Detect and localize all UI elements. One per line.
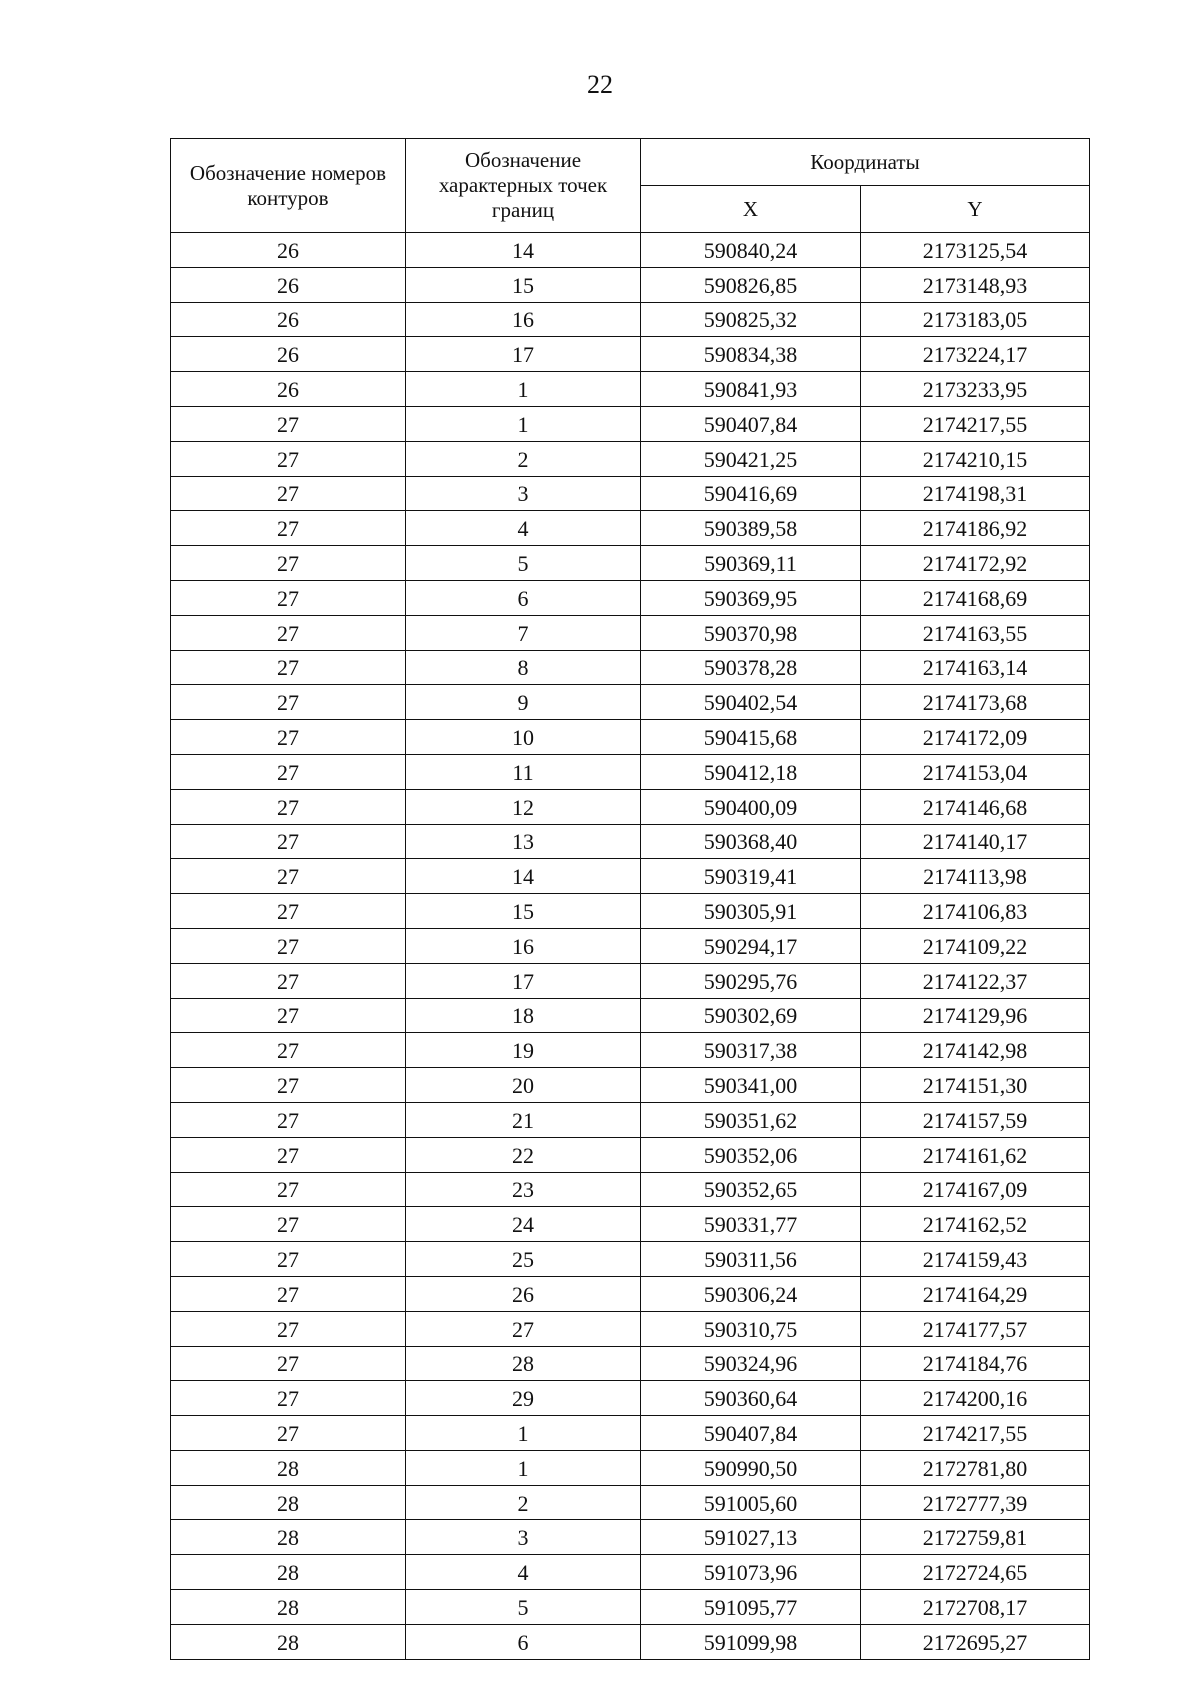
table-row bbox=[171, 1102, 1090, 1137]
cell-y: 2174167,09 bbox=[861, 1172, 1090, 1207]
table-row bbox=[171, 894, 1090, 929]
cell-x: 590378,28 bbox=[641, 650, 861, 685]
cell-contour: 27 bbox=[171, 1033, 406, 1068]
table-row bbox=[171, 720, 1090, 755]
cell-point: 15 bbox=[406, 267, 641, 302]
cell-point: 9 bbox=[406, 685, 641, 720]
cell-point: 4 bbox=[406, 511, 641, 546]
cell-y: 2172724,65 bbox=[861, 1555, 1090, 1590]
cell-y: 2174142,98 bbox=[861, 1033, 1090, 1068]
cell-contour: 27 bbox=[171, 720, 406, 755]
cell-contour: 27 bbox=[171, 1242, 406, 1277]
cell-x: 590305,91 bbox=[641, 894, 861, 929]
table-row bbox=[171, 511, 1090, 546]
cell-point: 12 bbox=[406, 789, 641, 824]
cell-contour: 28 bbox=[171, 1555, 406, 1590]
cell-y: 2174151,30 bbox=[861, 1068, 1090, 1103]
cell-y: 2174172,92 bbox=[861, 546, 1090, 581]
header-point: Обозначение характерных точек границ bbox=[406, 139, 641, 233]
cell-point: 16 bbox=[406, 302, 641, 337]
cell-point: 1 bbox=[406, 372, 641, 407]
cell-contour: 26 bbox=[171, 267, 406, 302]
cell-x: 590306,24 bbox=[641, 1276, 861, 1311]
cell-contour: 27 bbox=[171, 963, 406, 998]
cell-contour: 26 bbox=[171, 233, 406, 268]
cell-x: 591099,98 bbox=[641, 1624, 861, 1659]
cell-contour: 27 bbox=[171, 650, 406, 685]
cell-x: 591073,96 bbox=[641, 1555, 861, 1590]
cell-contour: 28 bbox=[171, 1624, 406, 1659]
cell-y: 2174164,29 bbox=[861, 1276, 1090, 1311]
cell-contour: 27 bbox=[171, 1381, 406, 1416]
cell-contour: 27 bbox=[171, 476, 406, 511]
cell-y: 2173183,05 bbox=[861, 302, 1090, 337]
cell-y: 2174217,55 bbox=[861, 1416, 1090, 1451]
table-row bbox=[171, 1416, 1090, 1451]
cell-contour: 27 bbox=[171, 1207, 406, 1242]
cell-contour: 27 bbox=[171, 615, 406, 650]
cell-y: 2174106,83 bbox=[861, 894, 1090, 929]
cell-y: 2172759,81 bbox=[861, 1520, 1090, 1555]
table-row bbox=[171, 754, 1090, 789]
cell-contour: 27 bbox=[171, 1102, 406, 1137]
cell-x: 590840,24 bbox=[641, 233, 861, 268]
cell-x: 590402,54 bbox=[641, 685, 861, 720]
cell-x: 590302,69 bbox=[641, 998, 861, 1033]
cell-y: 2174186,92 bbox=[861, 511, 1090, 546]
cell-x: 590407,84 bbox=[641, 1416, 861, 1451]
cell-point: 26 bbox=[406, 1276, 641, 1311]
cell-y: 2174140,17 bbox=[861, 824, 1090, 859]
table-row bbox=[171, 1172, 1090, 1207]
cell-point: 17 bbox=[406, 337, 641, 372]
cell-contour: 27 bbox=[171, 754, 406, 789]
table-row bbox=[171, 1346, 1090, 1381]
cell-y: 2174200,16 bbox=[861, 1381, 1090, 1416]
table-row bbox=[171, 337, 1090, 372]
cell-point: 10 bbox=[406, 720, 641, 755]
cell-x: 590416,69 bbox=[641, 476, 861, 511]
cell-y: 2174217,55 bbox=[861, 406, 1090, 441]
cell-x: 591005,60 bbox=[641, 1485, 861, 1520]
header-x: X bbox=[641, 186, 861, 233]
cell-x: 590400,09 bbox=[641, 789, 861, 824]
cell-point: 15 bbox=[406, 894, 641, 929]
cell-y: 2174161,62 bbox=[861, 1137, 1090, 1172]
table-row bbox=[171, 1485, 1090, 1520]
cell-point: 5 bbox=[406, 1590, 641, 1625]
cell-point: 7 bbox=[406, 615, 641, 650]
cell-contour: 27 bbox=[171, 511, 406, 546]
cell-y: 2173224,17 bbox=[861, 337, 1090, 372]
table-row bbox=[171, 1624, 1090, 1659]
table-row bbox=[171, 546, 1090, 581]
header-contour: Обозначение номеров контуров bbox=[171, 139, 406, 233]
cell-point: 14 bbox=[406, 859, 641, 894]
cell-contour: 28 bbox=[171, 1450, 406, 1485]
table-row bbox=[171, 1242, 1090, 1277]
table-row bbox=[171, 441, 1090, 476]
cell-contour: 27 bbox=[171, 1276, 406, 1311]
header-y: Y bbox=[861, 186, 1090, 233]
cell-y: 2174109,22 bbox=[861, 928, 1090, 963]
cell-point: 2 bbox=[406, 1485, 641, 1520]
table-row bbox=[171, 233, 1090, 268]
cell-point: 5 bbox=[406, 546, 641, 581]
table-row bbox=[171, 1450, 1090, 1485]
cell-point: 25 bbox=[406, 1242, 641, 1277]
cell-x: 591027,13 bbox=[641, 1520, 861, 1555]
cell-y: 2173125,54 bbox=[861, 233, 1090, 268]
table-row bbox=[171, 789, 1090, 824]
header-row-top bbox=[171, 139, 1090, 186]
table-row bbox=[171, 1520, 1090, 1555]
cell-x: 590294,17 bbox=[641, 928, 861, 963]
cell-x: 590841,93 bbox=[641, 372, 861, 407]
cell-point: 1 bbox=[406, 406, 641, 441]
table-row bbox=[171, 267, 1090, 302]
cell-point: 3 bbox=[406, 1520, 641, 1555]
table-row bbox=[171, 476, 1090, 511]
cell-x: 590319,41 bbox=[641, 859, 861, 894]
cell-contour: 26 bbox=[171, 337, 406, 372]
cell-point: 14 bbox=[406, 233, 641, 268]
cell-point: 18 bbox=[406, 998, 641, 1033]
cell-x: 590389,58 bbox=[641, 511, 861, 546]
cell-y: 2174122,37 bbox=[861, 963, 1090, 998]
cell-contour: 27 bbox=[171, 894, 406, 929]
cell-x: 590317,38 bbox=[641, 1033, 861, 1068]
cell-x: 590352,65 bbox=[641, 1172, 861, 1207]
cell-point: 4 bbox=[406, 1555, 641, 1590]
cell-contour: 26 bbox=[171, 372, 406, 407]
cell-x: 590421,25 bbox=[641, 441, 861, 476]
cell-contour: 27 bbox=[171, 441, 406, 476]
table-row bbox=[171, 372, 1090, 407]
cell-point: 19 bbox=[406, 1033, 641, 1068]
cell-y: 2174157,59 bbox=[861, 1102, 1090, 1137]
cell-point: 20 bbox=[406, 1068, 641, 1103]
cell-point: 27 bbox=[406, 1311, 641, 1346]
table-row bbox=[171, 1068, 1090, 1103]
cell-point: 1 bbox=[406, 1450, 641, 1485]
cell-x: 590369,11 bbox=[641, 546, 861, 581]
cell-point: 6 bbox=[406, 1624, 641, 1659]
cell-x: 590310,75 bbox=[641, 1311, 861, 1346]
coordinates-table bbox=[170, 138, 1090, 1660]
cell-point: 3 bbox=[406, 476, 641, 511]
header-coordinates: Координаты bbox=[641, 139, 1090, 186]
table-row bbox=[171, 1276, 1090, 1311]
cell-contour: 28 bbox=[171, 1520, 406, 1555]
table-row bbox=[171, 859, 1090, 894]
cell-contour: 28 bbox=[171, 1590, 406, 1625]
table-row bbox=[171, 1311, 1090, 1346]
cell-x: 590370,98 bbox=[641, 615, 861, 650]
cell-contour: 27 bbox=[171, 824, 406, 859]
cell-x: 590368,40 bbox=[641, 824, 861, 859]
cell-contour: 27 bbox=[171, 546, 406, 581]
cell-point: 16 bbox=[406, 928, 641, 963]
cell-x: 590324,96 bbox=[641, 1346, 861, 1381]
table-row bbox=[171, 615, 1090, 650]
cell-point: 2 bbox=[406, 441, 641, 476]
cell-x: 590412,18 bbox=[641, 754, 861, 789]
cell-y: 2174173,68 bbox=[861, 685, 1090, 720]
table-row bbox=[171, 1137, 1090, 1172]
cell-y: 2174163,14 bbox=[861, 650, 1090, 685]
cell-y: 2173148,93 bbox=[861, 267, 1090, 302]
table-row bbox=[171, 824, 1090, 859]
cell-contour: 27 bbox=[171, 1172, 406, 1207]
table-row bbox=[171, 1555, 1090, 1590]
cell-y: 2172695,27 bbox=[861, 1624, 1090, 1659]
cell-contour: 28 bbox=[171, 1485, 406, 1520]
cell-point: 8 bbox=[406, 650, 641, 685]
cell-contour: 27 bbox=[171, 406, 406, 441]
cell-y: 2174184,76 bbox=[861, 1346, 1090, 1381]
cell-x: 591095,77 bbox=[641, 1590, 861, 1625]
cell-x: 590825,32 bbox=[641, 302, 861, 337]
cell-contour: 27 bbox=[171, 998, 406, 1033]
cell-y: 2174177,57 bbox=[861, 1311, 1090, 1346]
table-row bbox=[171, 998, 1090, 1033]
cell-y: 2172777,39 bbox=[861, 1485, 1090, 1520]
cell-x: 590341,00 bbox=[641, 1068, 861, 1103]
table-row bbox=[171, 1033, 1090, 1068]
cell-point: 11 bbox=[406, 754, 641, 789]
cell-x: 590311,56 bbox=[641, 1242, 861, 1277]
table-row bbox=[171, 580, 1090, 615]
cell-x: 590369,95 bbox=[641, 580, 861, 615]
table-row bbox=[171, 963, 1090, 998]
page-number: 22 bbox=[587, 70, 613, 99]
cell-x: 590295,76 bbox=[641, 963, 861, 998]
cell-y: 2174162,52 bbox=[861, 1207, 1090, 1242]
table-row bbox=[171, 1590, 1090, 1625]
cell-point: 22 bbox=[406, 1137, 641, 1172]
cell-contour: 27 bbox=[171, 1416, 406, 1451]
cell-x: 590834,38 bbox=[641, 337, 861, 372]
cell-contour: 27 bbox=[171, 789, 406, 824]
cell-y: 2173233,95 bbox=[861, 372, 1090, 407]
cell-contour: 27 bbox=[171, 1137, 406, 1172]
cell-y: 2174159,43 bbox=[861, 1242, 1090, 1277]
table-row bbox=[171, 1381, 1090, 1416]
cell-point: 13 bbox=[406, 824, 641, 859]
cell-x: 590360,64 bbox=[641, 1381, 861, 1416]
cell-contour: 27 bbox=[171, 580, 406, 615]
cell-y: 2174146,68 bbox=[861, 789, 1090, 824]
table-row bbox=[171, 685, 1090, 720]
cell-point: 6 bbox=[406, 580, 641, 615]
cell-contour: 27 bbox=[171, 928, 406, 963]
cell-y: 2174210,15 bbox=[861, 441, 1090, 476]
table-body bbox=[171, 233, 1090, 1660]
cell-point: 28 bbox=[406, 1346, 641, 1381]
cell-x: 590331,77 bbox=[641, 1207, 861, 1242]
cell-y: 2172781,80 bbox=[861, 1450, 1090, 1485]
cell-point: 24 bbox=[406, 1207, 641, 1242]
cell-contour: 26 bbox=[171, 302, 406, 337]
cell-y: 2174198,31 bbox=[861, 476, 1090, 511]
cell-x: 590351,62 bbox=[641, 1102, 861, 1137]
cell-contour: 27 bbox=[171, 1068, 406, 1103]
cell-x: 590407,84 bbox=[641, 406, 861, 441]
table-row bbox=[171, 406, 1090, 441]
cell-y: 2174172,09 bbox=[861, 720, 1090, 755]
table-row bbox=[171, 1207, 1090, 1242]
cell-y: 2174168,69 bbox=[861, 580, 1090, 615]
cell-contour: 27 bbox=[171, 1346, 406, 1381]
cell-point: 17 bbox=[406, 963, 641, 998]
table-row bbox=[171, 302, 1090, 337]
cell-x: 590990,50 bbox=[641, 1450, 861, 1485]
cell-y: 2174129,96 bbox=[861, 998, 1090, 1033]
cell-y: 2174163,55 bbox=[861, 615, 1090, 650]
cell-x: 590352,06 bbox=[641, 1137, 861, 1172]
cell-contour: 27 bbox=[171, 685, 406, 720]
cell-contour: 27 bbox=[171, 1311, 406, 1346]
cell-point: 1 bbox=[406, 1416, 641, 1451]
table-row bbox=[171, 650, 1090, 685]
cell-y: 2172708,17 bbox=[861, 1590, 1090, 1625]
table-row bbox=[171, 928, 1090, 963]
cell-point: 21 bbox=[406, 1102, 641, 1137]
cell-x: 590826,85 bbox=[641, 267, 861, 302]
cell-x: 590415,68 bbox=[641, 720, 861, 755]
cell-contour: 27 bbox=[171, 859, 406, 894]
cell-y: 2174113,98 bbox=[861, 859, 1090, 894]
cell-point: 23 bbox=[406, 1172, 641, 1207]
cell-y: 2174153,04 bbox=[861, 754, 1090, 789]
cell-point: 29 bbox=[406, 1381, 641, 1416]
